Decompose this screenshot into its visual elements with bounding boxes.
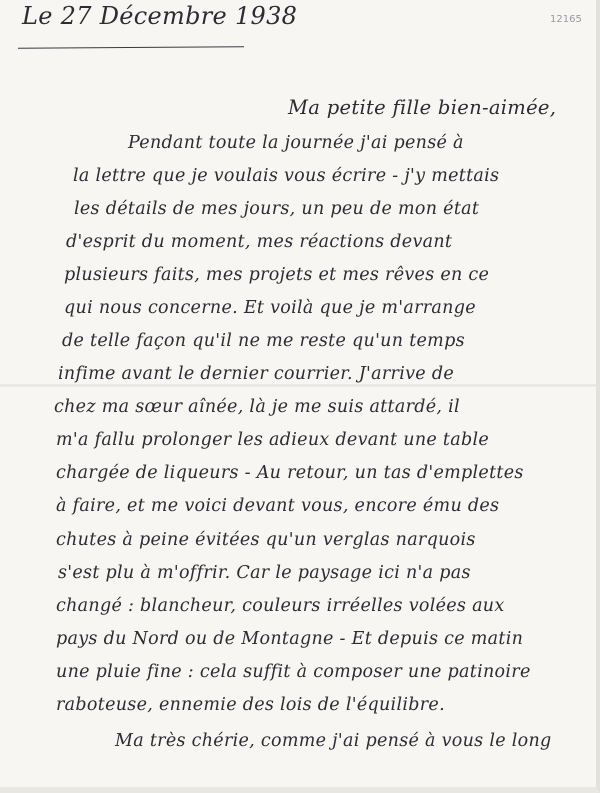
letter-line: chutes à peine évitées qu'un verglas narquois: [56, 530, 476, 550]
date-underline: [18, 46, 244, 49]
letter-line: Ma très chérie, comme j'ai pensé à vous le long: [115, 731, 552, 751]
letter-line: pays du Nord ou de Montagne - Et depuis ce matin: [56, 629, 524, 649]
paper-fold-line: [0, 384, 600, 387]
letter-line: une pluie fine : cela suffit à composer une patinoire: [56, 662, 531, 682]
letter-line: m'a fallu prolonger les adieux devant une table: [56, 430, 490, 450]
letter-line: chargée de liqueurs - Au retour, un tas d'emplettes: [56, 463, 524, 483]
letter-line: s'est plu à m'offrir. Car le paysage ici n'a pas: [58, 563, 471, 583]
letter-line: les détails de mes jours, un peu de mon état: [74, 199, 480, 219]
letter-line: la lettre que je voulais vous écrire - j'y mettais: [73, 166, 500, 186]
letter-line: de telle façon qu'il ne me reste qu'un temps: [62, 331, 465, 351]
letter-salutation: Ma petite fille bien-aimée,: [288, 96, 557, 119]
letter-line: plusieurs faits, mes projets et mes rêves en ce: [64, 265, 490, 285]
archive-reference-number: 12165: [550, 14, 582, 25]
letter-line: chez ma sœur aînée, là je me suis attardé, il: [54, 397, 460, 417]
letter-line: raboteuse, ennemie des lois de l'équilibre.: [56, 695, 445, 715]
letter-date: Le 27 Décembre 1938: [22, 2, 298, 30]
letter-line: changé : blancheur, couleurs irréelles volées aux: [56, 596, 505, 616]
letter-line: d'esprit du moment, mes réactions devant: [66, 232, 453, 252]
letter-line: infime avant le dernier courrier. J'arrive de: [58, 364, 454, 384]
letter-line: Pendant toute la journée j'ai pensé à: [128, 133, 464, 153]
letter-line: à faire, et me voici devant vous, encore ému des: [56, 496, 500, 516]
letter-line: qui nous concerne. Et voilà que je m'arrange: [64, 298, 476, 318]
